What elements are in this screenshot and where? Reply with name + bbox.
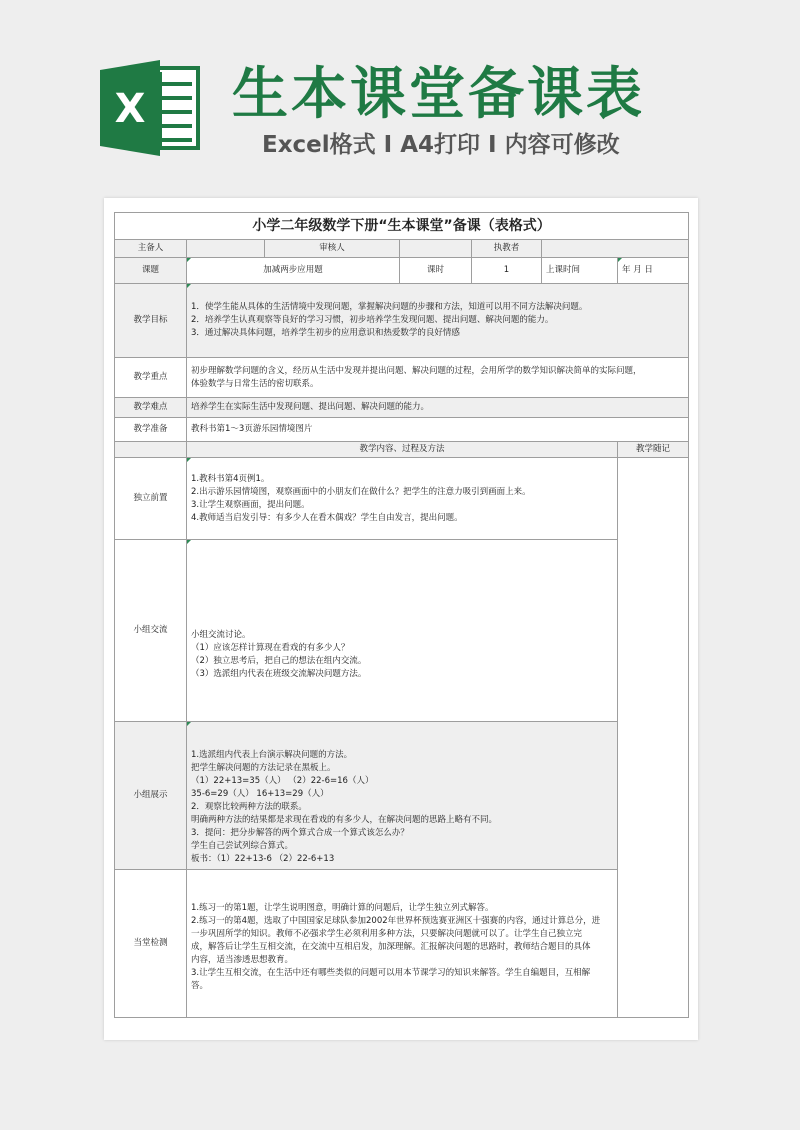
- goal-line: 3．通过解决具体问题，培养学生初步的应用意识和热爱数学的良好情感: [191, 328, 460, 338]
- section-content[interactable]: 1.教科书第4页例1。 2.出示游乐园情境图，观察画面中的小朋友们在做什么？把学生的注意力吸引到画面上来。 3.让学生观察画面，提出问题。 4.教师适当启发引导：有多少人在看木偶戏？学生自由发言，提出问题。: [187, 458, 618, 540]
- preparer-label: 主备人: [115, 240, 187, 258]
- teacher-label: 执教者: [472, 240, 542, 258]
- notes-column[interactable]: [618, 458, 689, 1018]
- topic-row: [115, 258, 689, 284]
- section-row-group-discussion: [115, 540, 689, 722]
- teacher-value[interactable]: [542, 240, 689, 258]
- goals-content[interactable]: [187, 284, 689, 358]
- key-point-line: 体验数学与日常生活的密切联系。: [191, 378, 319, 389]
- hours-label: 课时: [400, 258, 472, 284]
- document-title: 小学二年级数学下册“生本课堂”备课（表格式）: [115, 213, 689, 240]
- banner-subtitle: Excel格式 I A4打印 I 内容可修改: [262, 132, 620, 158]
- topic-value[interactable]: 加减两步应用题: [187, 258, 400, 284]
- difficulties-label: 教学难点: [115, 398, 187, 418]
- goal-line: 1．使学生能从具体的生活情境中发现问题，掌握解决问题的步骤和方法，知道可以用不同方法解决问题。: [191, 302, 588, 312]
- topic-label: 课题: [115, 258, 187, 284]
- key-points-label: 教学重点: [115, 358, 187, 398]
- header-row: [115, 240, 689, 258]
- section-row-group-showcase: [115, 722, 689, 870]
- section-row-independent: [115, 458, 689, 540]
- goals-row: [115, 284, 689, 358]
- reviewer-value[interactable]: [400, 240, 472, 258]
- excel-logo-letter: X: [114, 86, 146, 132]
- lesson-plan-table: [114, 212, 689, 1018]
- banner: [0, 0, 800, 200]
- section-label: 独立前置: [115, 458, 187, 540]
- section-label: 小组交流: [115, 540, 187, 722]
- subtitle-format: Excel格式: [262, 132, 376, 158]
- preparation-line: 教科书第1～3页游乐园情境图片: [191, 424, 313, 434]
- section-content[interactable]: 小组交流讨论。 （1）应该怎样计算现在看戏的有多少人？ （2）独立思考后，把自己的想法在组内交流。 （3）选派组内代表在班级交流解决问题方法。: [187, 540, 618, 722]
- time-value[interactable]: 年 月 日: [618, 258, 689, 284]
- section-label: 当堂检测: [115, 870, 187, 1018]
- preparation-label: 教学准备: [115, 418, 187, 442]
- key-points-row: [115, 358, 689, 398]
- preparation-content[interactable]: [187, 418, 689, 442]
- difficulties-content[interactable]: [187, 398, 689, 418]
- time-label: 上课时间: [542, 258, 618, 284]
- preparation-row: [115, 418, 689, 442]
- hours-value[interactable]: 1: [472, 258, 542, 284]
- notes-header: 教学随记: [618, 442, 689, 458]
- reviewer-label: 审核人: [265, 240, 400, 258]
- difficulties-row: [115, 398, 689, 418]
- process-header-row: [115, 442, 689, 458]
- section-row-classroom-test: [115, 870, 689, 1018]
- excel-logo-icon: [100, 58, 204, 158]
- key-points-content[interactable]: [187, 358, 689, 398]
- section-content[interactable]: 1.练习一的第1题，让学生说明图意，明确计算的问题后，让学生独立列式解答。 2.练习一的第4题，选取了中国国家足球队参加2002年世界杯预选赛亚洲区十强赛的内容，通过计算总分，进 一步巩固所学的知识。教师不必强求学生必须利用多种方法，只要解决问题就可以了。让学生自己独立完 成，解答后让学生互相交流，在交流中互相启发，加深理解。汇报解决问题的思路时，教师结合题目的具体 内容，适当渗透思想教育。 3.让学生互相交流，在生活中还有哪些类似的问题可以用本节课学习的知识来解答。学生自编题目，互相解 答。: [187, 870, 618, 1018]
- subtitle-editable: 内容可修改: [504, 132, 620, 158]
- goals-label: 教学目标: [115, 284, 187, 358]
- process-content-header: 教学内容、过程及方法: [187, 442, 618, 458]
- paper-sheet: [104, 198, 698, 1040]
- section-label: 小组展示: [115, 722, 187, 870]
- preparer-value[interactable]: [187, 240, 265, 258]
- key-point-line: 初步理解数学问题的含义，经历从生活中发现并提出问题、解决问题的过程，会用所学的数学知识解决简单的实际问题，: [191, 365, 642, 376]
- goal-line: 2．培养学生认真观察等良好的学习习惯，初步培养学生发现问题、提出问题、解决问题的能力。: [191, 315, 554, 325]
- difficulty-line: 培养学生在实际生活中发现问题、提出问题、解决问题的能力。: [191, 402, 430, 412]
- section-content[interactable]: 1.选派组内代表上台演示解决问题的方法。 把学生解决问题的方法记录在黑板上。 （1）22+13=35（人） （2）22-6=16（人） 35-6=29（人） 16+13=29（人） 2．观察比较两种方法的联系。 明确两种方法的结果都是求现在看戏的有多少人，在解决问题的思路上略有不同。 3．提问：把分步解答的两个算式合成一个算式该怎么办？ 学生自己尝试列综合算式。 板书：（1）22+13-6 （2）22-6+13: [187, 722, 618, 870]
- subtitle-print: A4打印: [400, 132, 481, 158]
- banner-title: 生本课堂备课表: [232, 62, 645, 127]
- table-title-row: [115, 213, 689, 240]
